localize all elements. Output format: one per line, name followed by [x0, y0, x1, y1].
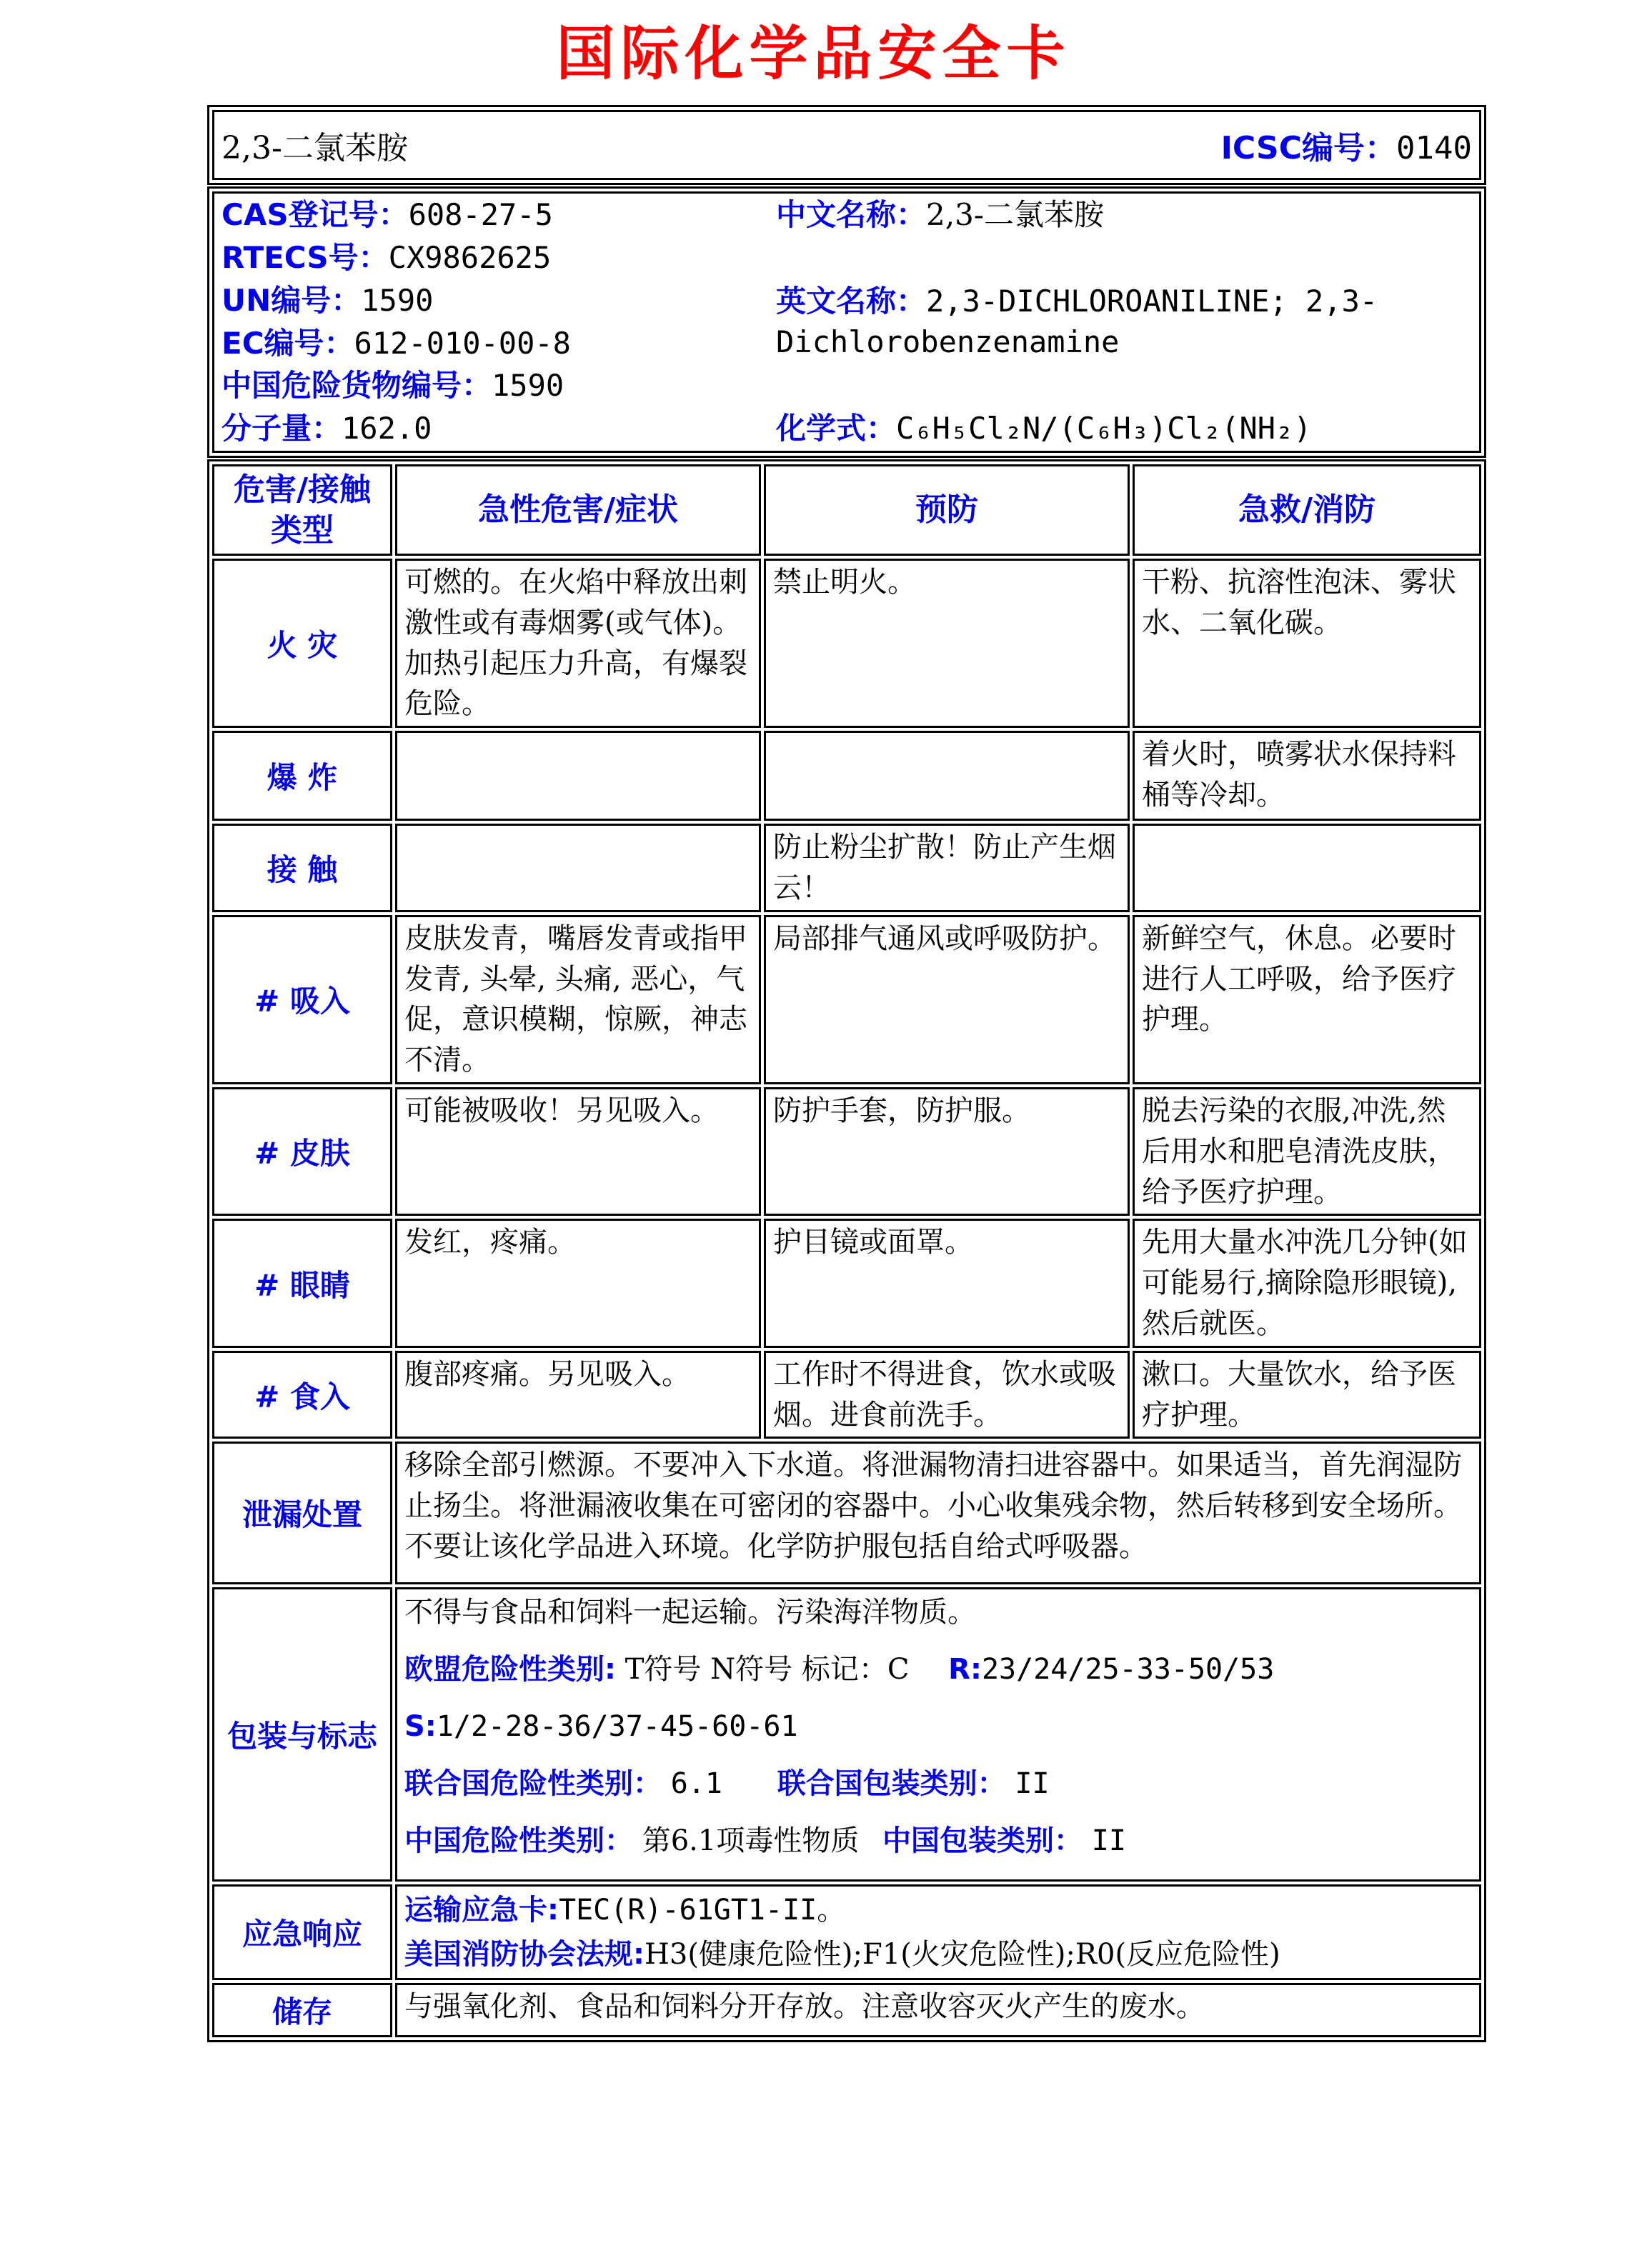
cn-packing-group-label: 中国包装类别：: [882, 1824, 1083, 1858]
exposure-row-label: 接 触: [212, 824, 392, 912]
storage-row-label: 储存: [212, 1983, 392, 2037]
chinese-name-row: [776, 195, 1472, 236]
ingestion-prevention: 工作时不得进食，饮水或吸烟。进食前洗手。: [764, 1351, 1130, 1439]
name-list: [772, 195, 1472, 449]
table-row-storage: [212, 1983, 1481, 2037]
storage-text: 与强氧化剂、食品和饲料分开存放。注意收容灭火产生的废水。: [395, 1983, 1481, 2037]
skin-row-label: # 皮肤: [212, 1087, 392, 1216]
hazard-table-header-row: [212, 464, 1481, 556]
english-name-label: 英文名称：: [776, 284, 927, 319]
column-header-prevention: 预防: [764, 464, 1130, 556]
fire-row-label: 火 灾: [212, 559, 392, 728]
column-header-symptoms: 急性危害/症状: [395, 464, 761, 556]
inhalation-response: 新鲜空气，休息。必要时进行人工呼吸，给予医疗护理。: [1133, 915, 1481, 1084]
identifier-row-un: [222, 281, 772, 321]
table-row-skin: [212, 1087, 1481, 1216]
exposure-prevention: 防止粉尘扩散！防止产生烟云！: [764, 824, 1130, 912]
tec-card-line: [404, 1888, 1472, 1932]
identifier-row-cn-dg: [222, 366, 772, 406]
spillage-text: 移除全部引燃源。不要冲入下水道。将泄漏物清扫进容器中。如果适当，首先润湿防止扬尘。将泄漏液收集在可密闭的容器中。小心收集残余物，然后转移到安全场所。不要让该化学品进入环境。化学防护服包括自给式呼吸器。: [395, 1442, 1481, 1584]
card-container: [207, 105, 1486, 2042]
inhalation-row-label: # 吸入: [212, 915, 392, 1084]
inhalation-prevention: 局部排气通风或呼吸防护。: [764, 915, 1130, 1084]
exposure-symptoms: [395, 824, 761, 912]
spillage-row-label: 泄漏处置: [212, 1442, 392, 1584]
s-phrases-value: 1/2-28-36/37-45-60-61: [436, 1710, 798, 1744]
un-value: 1590: [361, 282, 434, 318]
english-name-value: 2,3-DICHLOROANILINE; 2,3-Dichlorobenzenamine: [776, 284, 1378, 359]
eu-classification-line: [404, 1649, 1472, 1689]
r-phrases-value: 23/24/25-33-50/53: [981, 1653, 1275, 1687]
ingestion-row-label: # 食入: [212, 1351, 392, 1439]
eyes-row-label: # 眼睛: [212, 1219, 392, 1347]
emergency-row-label: 应急响应: [212, 1884, 392, 1980]
identifier-row-mw: [222, 409, 772, 449]
ec-label: EC编号：: [222, 325, 354, 361]
eu-class-label: 欧盟危险性类别:: [404, 1653, 616, 1687]
formula-row: [776, 409, 1472, 449]
eyes-prevention: 护目镜或面罩。: [764, 1219, 1130, 1347]
ingestion-response: 漱口。大量饮水，给予医疗护理。: [1133, 1351, 1481, 1439]
explosion-symptoms: [395, 731, 761, 821]
fire-prevention: 禁止明火。: [764, 559, 1130, 728]
transport-note: 不得与食品和饲料一起运输。污染海洋物质。: [404, 1596, 976, 1629]
table-row-spillage: [212, 1442, 1481, 1584]
identifier-row-ec: [222, 324, 772, 364]
icsc-number-value: 0140: [1396, 130, 1472, 166]
cas-value: 608-27-5: [408, 197, 553, 232]
rtecs-value: CX9862625: [388, 239, 552, 275]
cn-hazard-class-value: 第6.1项毒性物质: [642, 1824, 860, 1858]
cn-packing-group-value: II: [1091, 1824, 1126, 1858]
fire-response: 干粉、抗溶性泡沫、雾状水、二氧化碳。: [1133, 559, 1481, 728]
table-row-inhalation: [212, 915, 1481, 1084]
table-row-exposure: [212, 824, 1481, 912]
icsc-number-label: ICSC编号：: [1220, 130, 1397, 166]
cas-label: CAS登记号：: [222, 197, 409, 232]
page-title: 国际化学品安全卡: [556, 20, 1071, 88]
chemical-name: 2,3-二氯苯胺: [222, 130, 408, 166]
r-phrases-label: R:: [948, 1653, 982, 1687]
ec-value: 612-010-00-8: [354, 325, 571, 361]
tec-card-value: TEC(R)-61GT1-II。: [559, 1894, 846, 1927]
chinese-name-label: 中文名称：: [776, 197, 927, 232]
nfpa-value: H3(健康危险性);F1(火灾危险性);R0(反应危险性): [645, 1938, 1280, 1972]
inhalation-symptoms: 皮肤发青，嘴唇发青或指甲发青, 头晕, 头痛, 恶心，气促，意识模糊，惊厥，神志不清。: [395, 915, 761, 1084]
skin-response: 脱去污染的衣服,冲洗,然后用水和肥皂清洗皮肤，给予医疗护理。: [1133, 1087, 1481, 1216]
explosion-response: 着火时，喷雾状水保持料桶等冷却。: [1133, 731, 1481, 821]
column-header-response: 急救/消防: [1133, 464, 1481, 556]
table-row-emergency: [212, 1884, 1481, 1980]
cn-dg-value: 1590: [492, 368, 564, 404]
nfpa-label: 美国消防协会法规:: [404, 1938, 645, 1972]
formula-value: C₆H₅Cl₂N/(C₆H₃)Cl₂(NH₂): [896, 411, 1312, 446]
table-row-fire: [212, 559, 1481, 728]
cn-dg-label: 中国危险货物编号：: [222, 368, 492, 404]
hazard-table: [207, 459, 1486, 2042]
eyes-response: 先用大量水冲洗几分钟(如可能易行,摘除隐形眼镜),然后就医。: [1133, 1219, 1481, 1347]
identifier-list: [222, 195, 772, 449]
fire-symptoms: 可燃的。在火焰中释放出刺激性或有毒烟雾(或气体)。加热引起压力升高，有爆裂危险。: [395, 559, 761, 728]
identifier-row-rtecs: [222, 238, 772, 279]
un-packing-group-label: 联合国包装类别：: [777, 1767, 1006, 1801]
eu-class-value: T符号 N符号 标记：C: [625, 1653, 910, 1687]
table-row-eyes: [212, 1219, 1481, 1347]
cn-hazard-class-label: 中国危险性类别：: [404, 1824, 633, 1858]
un-hazard-class-label: 联合国危险性类别：: [404, 1767, 662, 1801]
s-phrases-line: [404, 1707, 1472, 1747]
ingestion-symptoms: 腹部疼痛。另见吸入。: [395, 1351, 761, 1439]
skin-prevention: 防护手套，防护服。: [764, 1087, 1130, 1216]
icsc-card-page: [0, 7, 1627, 2042]
packaging-content: [395, 1587, 1481, 1882]
un-hazard-class-value: 6.1: [670, 1767, 722, 1801]
nfpa-line: [404, 1932, 1472, 1977]
formula-label: 化学式：: [776, 411, 897, 446]
tec-card-label: 运输应急卡:: [404, 1894, 559, 1927]
rtecs-label: RTECS号：: [222, 239, 389, 275]
icsc-number: [1221, 122, 1472, 168]
exposure-response: [1133, 824, 1481, 912]
table-row-ingestion: [212, 1351, 1481, 1439]
table-row-explosion: [212, 731, 1481, 821]
chinese-name-value: 2,3-二氯苯胺: [926, 197, 1105, 232]
mw-label: 分子量：: [222, 411, 342, 446]
un-packing-group-value: II: [1015, 1767, 1050, 1801]
packaging-row-label: 包装与标志: [212, 1587, 392, 1882]
cn-classification-line: [404, 1821, 1472, 1861]
explosion-prevention: [764, 731, 1130, 821]
s-phrases-label: S:: [404, 1710, 437, 1744]
header-bar: [207, 105, 1486, 185]
skin-symptoms: 可能被吸收！另见吸入。: [395, 1087, 761, 1216]
explosion-row-label: 爆 炸: [212, 731, 392, 821]
table-row-packaging: [212, 1587, 1481, 1882]
identifier-row-cas: [222, 195, 772, 236]
emergency-content: [395, 1884, 1481, 1980]
mw-value: 162.0: [342, 411, 432, 446]
eyes-symptoms: 发红，疼痛。: [395, 1219, 761, 1347]
un-classification-line: [404, 1764, 1472, 1804]
column-header-hazard-type: 危害/接触类型: [212, 464, 392, 556]
english-name-row: [776, 281, 1472, 362]
identifiers-section: [207, 186, 1486, 458]
un-label: UN编号：: [222, 282, 362, 318]
